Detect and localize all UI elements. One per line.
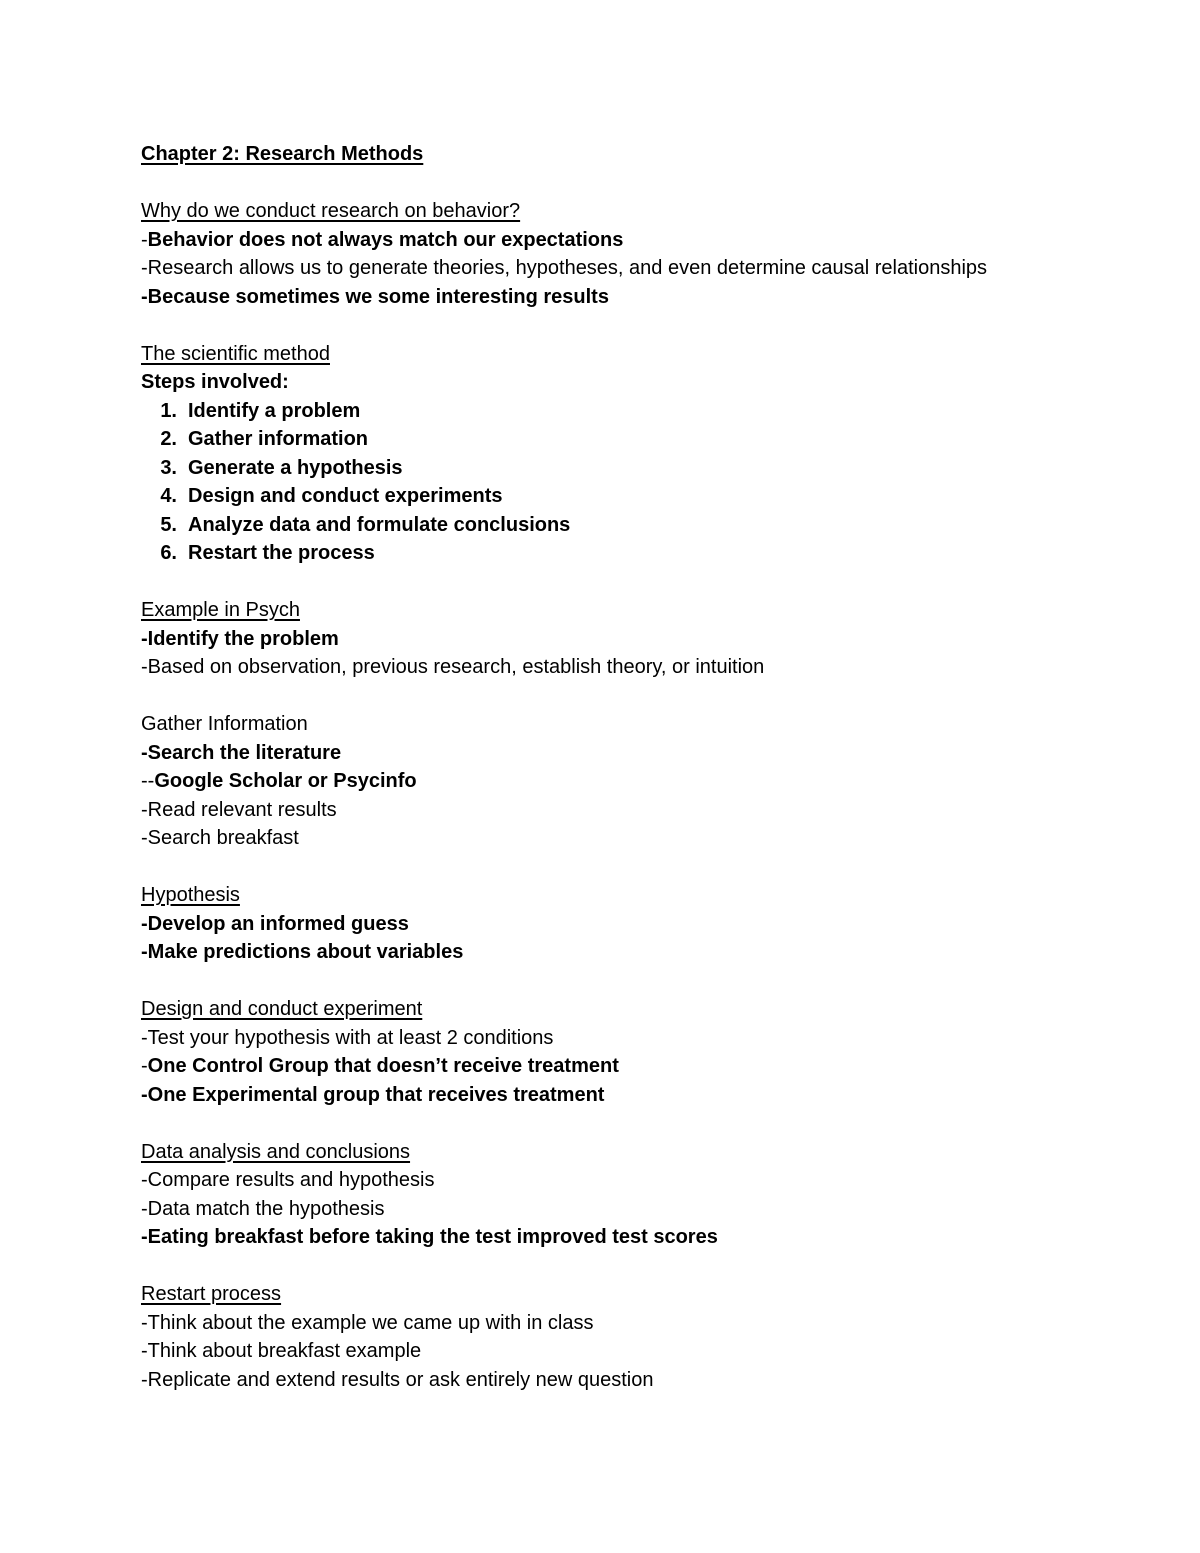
hypothesis-line-1: -Develop an informed guess xyxy=(141,912,409,935)
restart-line-3: -Replicate and extend results or ask entirely new question xyxy=(141,1368,654,1391)
analysis-line-3: -Eating breakfast before taking the test improved test scores xyxy=(141,1226,718,1248)
list-item: 6. Restart the process xyxy=(160,542,375,564)
design-line-1: -Test your hypothesis with at least 2 conditions xyxy=(141,1026,554,1049)
gather-line-4: -Search breakfast xyxy=(141,827,299,849)
example-heading: Example in Psych xyxy=(141,599,300,621)
restart-heading: Restart process xyxy=(141,1283,282,1305)
example-line-1: -Identify the problem xyxy=(141,627,339,650)
hypothesis-heading: Hypothesis xyxy=(141,884,240,906)
restart-line-1: -Think about the example we came up with in class xyxy=(141,1311,594,1334)
design-line-3: -One Experimental group that receives treatment xyxy=(141,1083,605,1106)
restart-line-2: -Think about breakfast example xyxy=(141,1340,422,1362)
design-line-2: -One Control Group that doesn’t receive treatment xyxy=(141,1055,619,1077)
list-item: 4. Design and conduct experiments xyxy=(160,485,503,507)
list-item: 3. Generate a hypothesis xyxy=(160,456,403,479)
scientific-heading: The scientific method xyxy=(141,342,330,365)
gather-line-3: -Read relevant results xyxy=(141,798,337,821)
gather-line-1: -Search the literature xyxy=(141,741,342,764)
gather-line-2: --Google Scholar or Psycinfo xyxy=(141,770,417,792)
gather-heading: Gather Information xyxy=(141,713,308,735)
analysis-heading: Data analysis and conclusions xyxy=(141,1140,411,1163)
steps-list xyxy=(141,397,1141,568)
page-title: Chapter 2: Research Methods xyxy=(141,143,424,165)
why-line-3: -Because sometimes we some interesting results xyxy=(141,285,609,308)
list-item: 2. Gather information xyxy=(160,428,369,450)
list-item: 5. Analyze data and formulate conclusions xyxy=(160,513,571,536)
analysis-line-1: -Compare results and hypothesis xyxy=(141,1169,435,1191)
analysis-line-2: -Data match the hypothesis xyxy=(141,1197,385,1220)
list-item: 1. Identify a problem xyxy=(160,399,361,422)
steps-label: Steps involved: xyxy=(141,371,289,393)
design-heading: Design and conduct experiment xyxy=(141,998,423,1020)
document-body xyxy=(141,140,1141,1394)
why-heading: Why do we conduct research on behavior? xyxy=(141,200,521,222)
why-line-1: -Behavior does not always match our expectations xyxy=(141,228,624,251)
example-line-2: -Based on observation, previous research, establish theory, or intuition xyxy=(141,656,765,678)
why-line-2: -Research allows us to generate theories, hypotheses, and even determine causal relationships xyxy=(141,257,988,279)
hypothesis-line-2: -Make predictions about variables xyxy=(141,941,464,963)
